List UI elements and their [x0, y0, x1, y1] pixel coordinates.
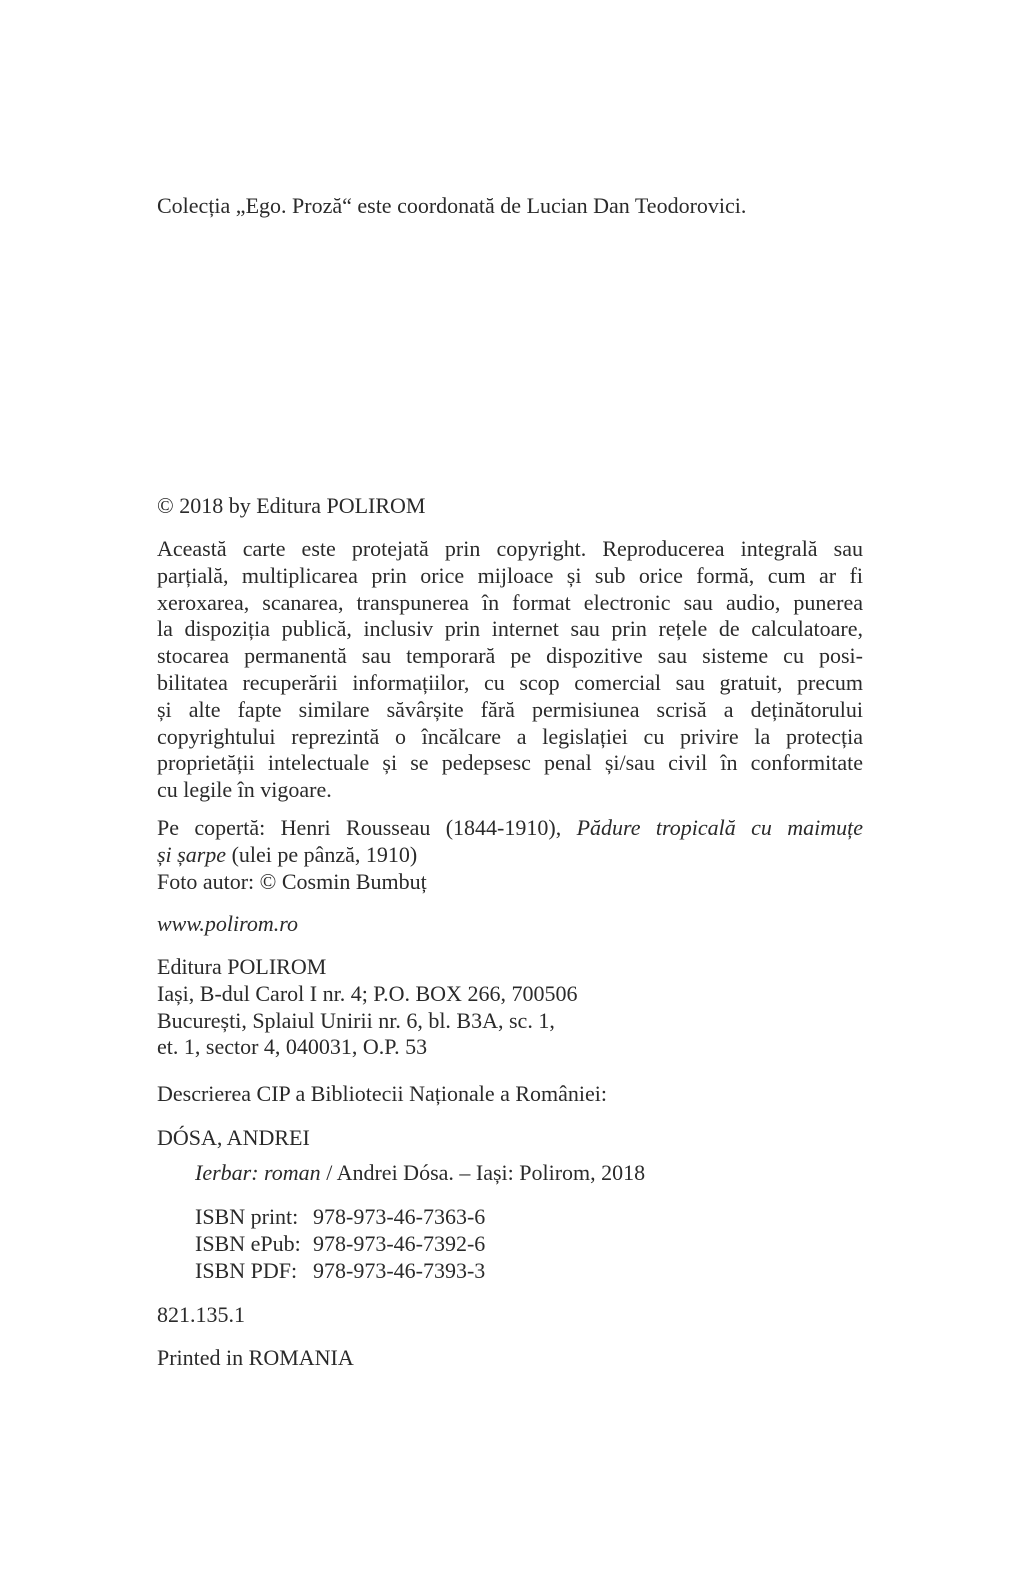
- paragraph-line: cu legile în vigoare.: [157, 777, 332, 803]
- paragraph-line: stocarea permanentă sau temporară pe dispozitive sau sisteme cu posi-: [157, 643, 863, 669]
- paragraph-line: Această carte este protejată prin copyright. Reproducerea integrală sau: [157, 536, 863, 561]
- isbn-list: [195, 1204, 855, 1284]
- paragraph-line: parțială, multiplicarea prin orice mijloace și sub orice formă, cum ar fi: [157, 562, 863, 588]
- address-line: et. 1, sector 4, 040031, O.P. 53: [157, 1034, 428, 1060]
- classification: 821.135.1: [157, 1302, 245, 1327]
- cip-heading: Descrierea CIP a Bibliotecii Naționale a României:: [157, 1081, 608, 1106]
- cip-author: DÓSA, ANDREI: [157, 1125, 310, 1150]
- website-link[interactable]: [157, 911, 863, 938]
- cover-suffix: (ulei pe pânză, 1910): [226, 841, 418, 867]
- address-line: Editura POLIROM: [157, 954, 327, 979]
- website-text[interactable]: www.polirom.ro: [157, 911, 298, 936]
- cip-title-line: [195, 1160, 855, 1187]
- paragraph-line: și alte fapte similare săvârșite fără permisiunea scrisă a deținătorului: [157, 696, 863, 722]
- publisher-address: [157, 954, 863, 1061]
- cover-prefix: Pe copertă: Henri Rousseau (1844-1910),: [157, 815, 577, 840]
- address-line: București, Splaiul Unirii nr. 6, bl. B3A, sc. 1,: [157, 1007, 555, 1033]
- cover-title: Pădure tropicală cu maimuțe: [576, 815, 863, 840]
- cover-title-cont: și șarpe: [157, 841, 227, 867]
- paragraph-line: la dispoziția publică, inclusiv prin internet sau prin rețele de calculatoare,: [157, 616, 863, 642]
- cip-statement: / Andrei Dósa. – Iași: Polirom, 2018: [320, 1160, 646, 1185]
- address-line: Iași, B-dul Carol I nr. 4; P.O. BOX 266, 700506: [157, 980, 578, 1006]
- photo-credit: Foto autor: © Cosmin Bumbuț: [157, 868, 427, 894]
- isbn-pdf: ISBN PDF: 978-973-46-7393-3: [195, 1257, 486, 1283]
- paragraph-line: bilitatea recuperării informațiilor, cu scop comercial sau gratuit, precum: [157, 669, 863, 695]
- legal-paragraph: [157, 536, 863, 804]
- copyright-line: © 2018 by Editura POLIROM: [157, 493, 426, 518]
- book-title: Ierbar: roman: [195, 1160, 321, 1185]
- series-note: Colecția „Ego. Proză“ este coordonată de Lucian Dan Teodorovici.: [157, 193, 747, 218]
- isbn-epub: ISBN ePub: 978-973-46-7392-6: [195, 1230, 486, 1256]
- paragraph-line: proprietății intelectuale și se pedepsesc penal și/sau civil în conformitate: [157, 750, 863, 776]
- paragraph-line: xeroxarea, scanarea, transpunerea în format electronic sau audio, punerea: [157, 589, 863, 615]
- printed-in: Printed in ROMANIA: [157, 1345, 354, 1370]
- paragraph-line: copyrightului reprezintă o încălcare a legislației cu privire la protecția: [157, 723, 863, 749]
- isbn-print: ISBN print: 978-973-46-7363-6: [195, 1204, 486, 1229]
- cover-credits: [157, 815, 863, 895]
